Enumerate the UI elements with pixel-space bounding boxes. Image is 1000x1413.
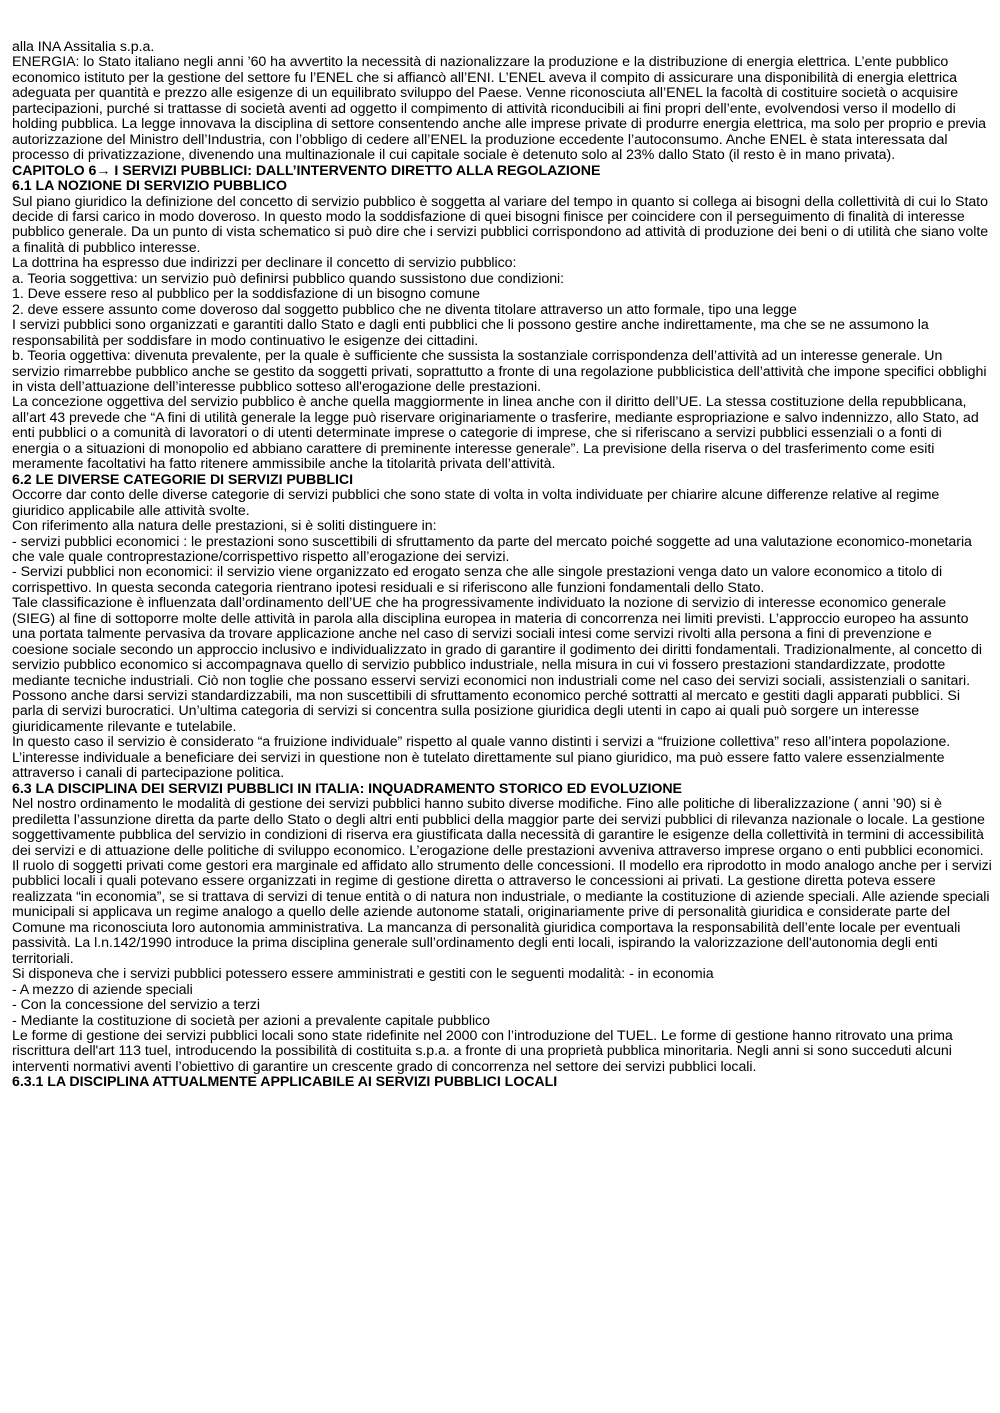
list-item: - Con la concessione del servizio a terzi xyxy=(12,997,260,1014)
paragraph: alla INA Assitalia s.p.a. xyxy=(12,39,155,55)
paragraph: La concezione oggettiva del servizio pubblico è anche quella maggiormente in linea anche con il diritto dell’UE. La stessa costituzione della repubblicana, all’art 43 prevede che “A fini di utilità generale la legge può riservare originariamente o trasferire, mediante espropriazione e salvo indennizzo, allo Stato, ad enti pubblici o a comunità di lavoratori o di utenti determinate imprese o categorie di imprese, che si riferiscano a servizi pubblici essenziali o a fonti di energia o a situazioni di monopolio ed abbiano carattere di preminente interesse generale”. La previsione della riserva o del trasferimento come esiti meramente facoltativi ha fatto ritenere ammissibile anche la titolarità privata dell’attività. xyxy=(12,394,979,473)
document-page xyxy=(12,40,992,1091)
paragraph: Nel nostro ordinamento le modalità di gestione dei servizi pubblici hanno subito diverse modifiche. Fino alle politiche di liberalizzazione ( anni ’90) si è prediletta l’assunzione diretta da parte dello Stato o degli altri enti pubblici della maggior parte dei servizi pubblici di rilevanza nazionale o locale. La gestione soggettivamente pubblica del servizio in condizioni di riserva era giustificata dalla necessità di garantire le esigenze della collettività in termini di accessibilità dei servizi e di attuazione delle politiche di sviluppo economico. L’erogazione delle prestazioni avveniva attraverso imprese organo o enti pubblici economici. xyxy=(12,796,985,859)
paragraph: Con riferimento alla natura delle prestazioni, si è soliti distinguere in: xyxy=(12,518,437,535)
list-item: b. Teoria oggettiva: divenuta prevalente, per la quale è sufficiente che sussista la sostanziale corrispondenza dell’attività ad un interesse generale. Un servizio rimarrebbe pubblico anche se gestito da soggetti privati, soprattutto a fronte di una regolazione pubblicistica dell’attività che impone specifici obblighi in vista dell’attuazione dell’interesse pubblico sotteso all'erogazione delle prestazioni. xyxy=(12,348,987,395)
list-item: - servizi pubblici economici : le prestazioni sono suscettibili di sfruttamento da parte del mercato poiché soggette ad una valutazione economico-monetaria che vale quale controprestazione/corrispettivo rispetto all’erogazione dei servizi. xyxy=(12,533,972,565)
list-item: 1. Deve essere reso al pubblico per la soddisfazione di un bisogno comune xyxy=(12,286,480,303)
paragraph: In questo caso il servizio è considerato “a fruizione individuale” rispetto al quale vanno distinti i servizi a “fruizione collettiva” reso all’intera popolazione. L’interesse individuale a beneficiare dei servizi in questione non è tutelato direttamente sul piano giuridico, ma può essere fatto valere essenzialmente attraverso i canali di partecipazione politica. xyxy=(12,734,951,782)
paragraph: Si disponeva che i servizi pubblici potessero essere amministrati e gestiti con le seguenti modalità: - in economia xyxy=(12,966,714,983)
paragraph: ENERGIA: lo Stato italiano negli anni ’60 ha avvertito la necessità di nazionalizzare la produzione e la distribuzione di energia elettrica. L’ente pubblico economico istituto per la gestione del settore fu l’ENEL che si affiancò all’ENI. L’ENEL aveva il compito di assicurare una disponibilità di energia elettrica adeguata per quantità e prezzo alle esigenze di un equilibrato sviluppo del Paese. Venne riconosciuta all’ENEL la facoltà di costituire società o acquisire partecipazioni, purché si trattasse di società aventi ad oggetto il compimento di attività riconducibili ai fini propri dell’ente, evolvendosi verso il modello di holding pubblica. La legge innovava la disciplina di settore consentendo anche alle imprese private di produrre energia elettrica, ma solo per proprio e previa autorizzazione del Ministro dell’Industria, con l’obbligo di cedere all’ENEL la produzione eccedente l’autoconsumo. Anche ENEL è stata interessata dal processo di privatizzazione, divenendo una multinazionale il cui capitale sociale è detenuto solo al 23% dallo Stato (il resto è in mano privata). xyxy=(12,54,986,164)
list-item: - A mezzo di aziende speciali xyxy=(12,981,193,998)
section-heading: 6.1 LA NOZIONE DI SERVIZIO PUBBLICO xyxy=(12,178,287,195)
section-heading: 6.3 LA DISCIPLINA DEI SERVIZI PUBBLICI IN ITALIA: INQUADRAMENTO STORICO ED EVOLUZIONE xyxy=(12,780,682,797)
list-item: a. Teoria soggettiva: un servizio può definirsi pubblico quando sussistono due condizioni: xyxy=(12,270,565,287)
paragraph: Occorre dar conto delle diverse categorie di servizi pubblici che sono state di volta in volta individuate per chiarire alcune differenze relative al regime giuridico applicabile alle attività svolte. xyxy=(12,487,940,519)
paragraph: La dottrina ha espresso due indirizzi per declinare il concetto di servizio pubblico: xyxy=(12,255,517,272)
paragraph: Sul piano giuridico la definizione del concetto di servizio pubblico è soggetta al variare del tempo in quanto si collega ai bisogni della collettività di cui lo Stato decide di farsi carico in modo doveroso. In questo modo la soddisfazione di quei bisogni finisce per coincidere con il perseguimento di finalità di interesse pubblico generale. Da un punto di vista schematico si può dire che i servizi pubblici corrispondono ad attività di produzione dei beni o di utilità che siano volte a finalità di pubblico interesse. xyxy=(12,193,989,256)
paragraph: Il ruolo di soggetti privati come gestori era marginale ed affidato allo strumento delle concessioni. Il modello era riprodotto in modo analogo anche per i servizi pubblici locali i quali potevano essere organizzati in regime di gestione diretta o attraverso le concessioni ai privati. La gestione diretta poteva essere realizzata “in economia”, se si trattava di servizi di tenue entità o di natura non industriale, o mediante la costituzione di aziende speciali. Alle aziende speciali municipali si applicava un regime analogo a quello delle aziende autonome statali, originariamente prive di personalità giuridica e considerate parte del Comune ma riconosciuta loro autonomia amministrativa. La mancanza di personalità giuridica comportava la responsabilità dell’ente locale per eventuali passività. La l.n.142/1990 introduce la prima disciplina generale sull’ordinamento degli enti locali, ispirando la valorizzazione dell'autonomia degli enti territoriali. xyxy=(12,858,992,967)
paragraph: I servizi pubblici sono organizzati e garantiti dallo Stato e dagli enti pubblici che li possono gestire anche indirettamente, ma che se ne assumono la responsabilità per soddisfare in modo continuativo le esigenze dei cittadini. xyxy=(12,317,929,349)
paragraph: Tale classificazione è influenzata dall’ordinamento dell’UE che ha progressivamente individuato la nozione di servizio di interesse economico generale (SIEG) al fine di sottoporre molte delle attività in parola alla disciplina europea in materia di concorrenza nei limiti previsti. L’approccio europeo ha assunto una portata talmente pervasiva da trovare applicazione anche nel caso di servizi sociali intesi come servizi rivolti alla persona a fini di prevenzione e coesione sociale secondo un approccio inclusivo e individualizzato in grado di garantire il godimento dei diritti fondamentali. Tradizionalmente, al concetto di servizio pubblico economico si accompagnava quello di servizio pubblico industriale, nella misura in cui vi fossero prestazioni standardizzate, prodotte mediante tecniche industriali. Ciò non toglie che possano esservi servizi economici non industriali come nel caso dei servizi sociali, assistenziali o sanitari. Possono anche darsi servizi standardizzabili, ma non suscettibili di sfruttamento economico perché sottratti al mercato e gestiti dagli apparati pubblici. Si parla di servizi burocratici. Un’ultima categoria di servizi si concentra sulla posizione giuridica degli utenti in capo ai quali può sorgere un interesse giuridicamente rilevante e tutelabile. xyxy=(12,595,982,735)
section-heading: 6.2 LE DIVERSE CATEGORIE DI SERVIZI PUBBLICI xyxy=(12,471,353,488)
paragraph: Le forme di gestione dei servizi pubblici locali sono state ridefinite nel 2000 con l’introduzione del TUEL. Le forme di gestione hanno ritrovato una prima riscrittura dell'art 113 tuel, introducendo la possibilità di costituita s.p.a. a fronte di una proprietà pubblica minoritaria. Negli anni si sono succeduti alcuni interventi normativi aventi l’obiettivo di garantire un crescente grado di concorrenza nel settore dei servizi pubblici locali. xyxy=(12,1028,953,1075)
subsection-heading: 6.3.1 LA DISCIPLINA ATTUALMENTE APPLICABILE AI SERVIZI PUBBLICI LOCALI xyxy=(12,1074,558,1091)
list-item: - Mediante la costituzione di società per azioni a prevalente capitale pubblico xyxy=(12,1012,490,1029)
chapter-heading: CAPITOLO 6→ I SERVIZI PUBBLICI: DALL’INTERVENTO DIRETTO ALLA REGOLAZIONE xyxy=(12,162,601,179)
list-item: - Servizi pubblici non economici: il servizio viene organizzato ed erogato senza che alle singole prestazioni venga dato un valore economico a titolo di corrispettivo. In questa seconda categoria rientrano ipotesi residuali e si riferiscono alle funzioni fondamentali dello Stato. xyxy=(12,564,943,596)
list-item: 2. deve essere assunto come doveroso dal soggetto pubblico che ne diventa titolare attraverso un atto formale, tipo una legge xyxy=(12,301,797,318)
